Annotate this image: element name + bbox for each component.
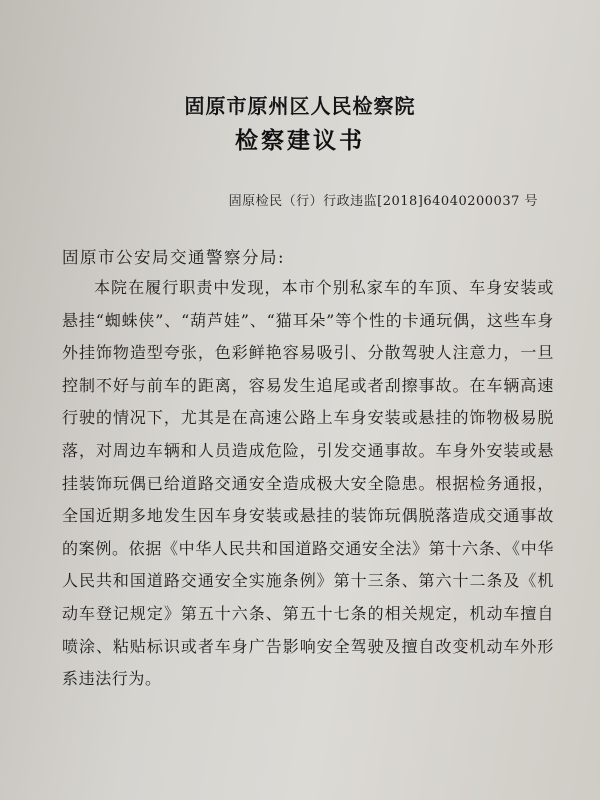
document-number: 固原检民（行）行政违监[2018]64040200037 号 bbox=[228, 194, 538, 209]
body-paragraph: 本院在履行职责中发现，本市个别私家车的车顶、车身安装或悬挂“蜘蛛侠”、“葫芦娃”、“猫耳朵”等个性的卡通玩偶，这些车身外挂饰物造型夸张，色彩鲜艳容易吸引、分散驾驶人注意力，一旦控制不好与前车的距离，容易发生追尾或者刮擦事故。在车辆高速行驶的情况下，尤其是在高速公路上车身安装或悬挂的饰物极易脱落，对周边车辆和人员造成危险，引发交通事故。车身外安装或悬挂装饰玩偶已给道路交通安全造成极大安全隐患。根据检务通报，全国近期多地发生因车身安装或悬挂的装饰玩偶脱落造成交通事故的案例。依据《中华人民共和国道路交通安全法》第十六条、《中华人民共和国道路交通安全实施条例》第十三条、第六十二条及《机动车登记规定》第五十六条、第五十七条的相关规定，机动车擅自喷涂、粘贴标识或者车身广告影响安全驾驶及擅自改变机动车外形系违法行为。 bbox=[62, 278, 554, 689]
recipient: 固原市公安局交通警察分局: bbox=[62, 248, 286, 267]
organization-name: 固原市原州区人民检察院 bbox=[184, 94, 416, 118]
document-title: 检察建议书 bbox=[235, 127, 365, 154]
